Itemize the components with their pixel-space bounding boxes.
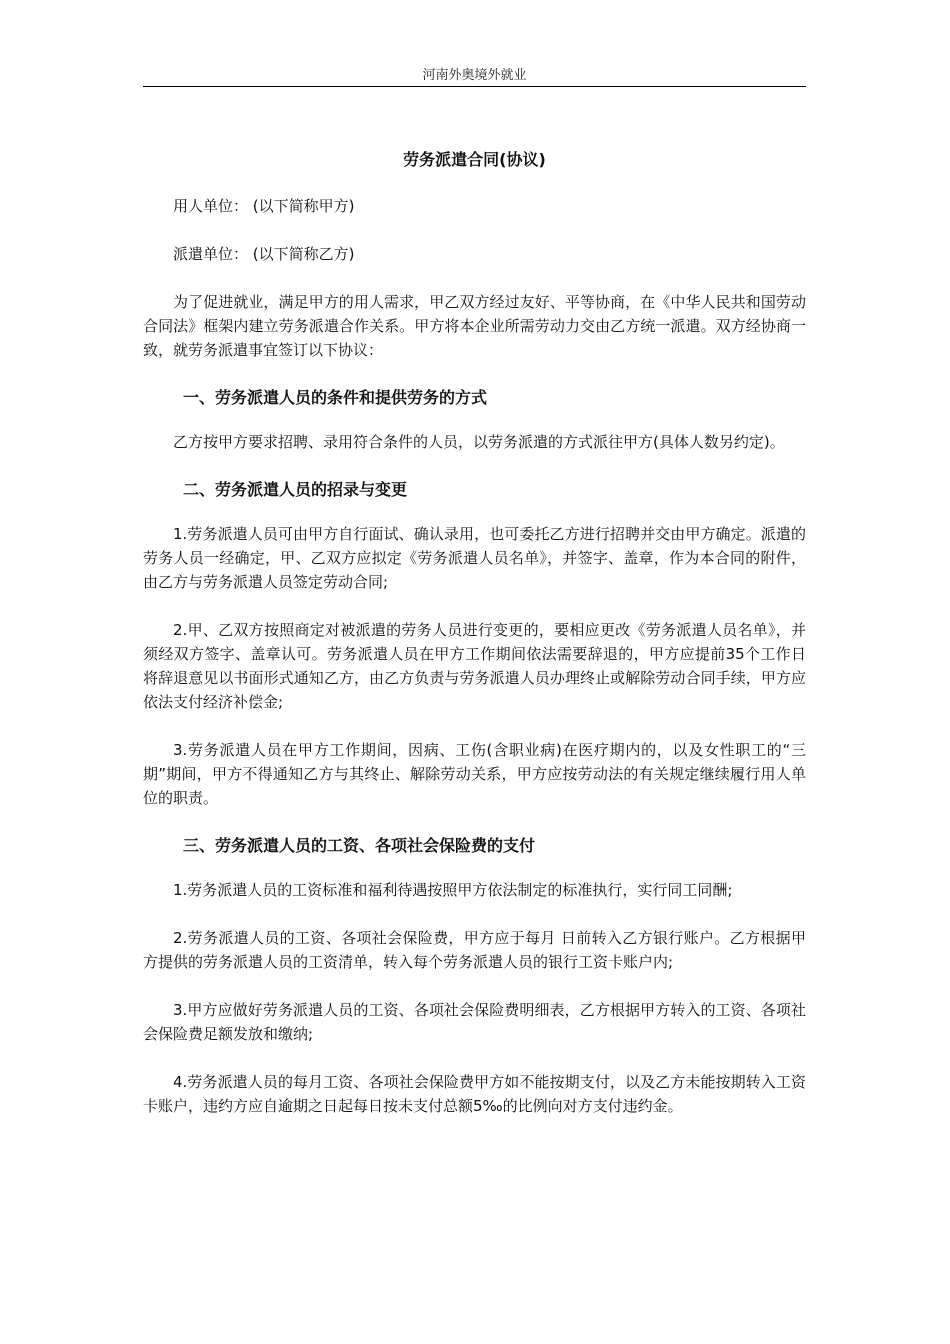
- section-3-clause-1: 1.劳务派遣人员的工资标准和福利待遇按照甲方依法制定的标准执行，实行同工同酬;: [173, 881, 733, 899]
- party-b-line: 派遣单位： (以下简称乙方): [173, 245, 355, 263]
- header-rule: [143, 86, 806, 87]
- document-title: 劳务派遣合同(协议): [403, 150, 546, 169]
- document-body: [143, 148, 806, 1142]
- section-2-clause-1: 1.劳务派遣人员可由甲方自行面试、确认录用，也可委托乙方进行招聘并交由甲方确定。派遣的劳务人员一经确定，甲、乙双方应拟定《劳务派遣人员名单》，并签字、盖章，作为本合同的附件，由乙方与劳务派遣人员签定劳动合同;: [143, 525, 806, 591]
- section-3-clause-2: 2.劳务派遣人员的工资、各项社会保险费，甲方应于每月 日前转入乙方银行账户。乙方根据甲方提供的劳务派遣人员的工资清单，转入每个劳务派遣人员的银行工资卡账户内;: [143, 929, 806, 971]
- section-3-clause-3: 3.甲方应做好劳务派遣人员的工资、各项社会保险费明细表，乙方根据甲方转入的工资、各项社会保险费足额发放和缴纳;: [143, 1001, 806, 1043]
- section-2-heading: 二、劳务派遣人员的招录与变更: [183, 480, 408, 499]
- section-1-heading: 一、劳务派遣人员的条件和提供劳务的方式: [183, 388, 488, 407]
- section-3-heading: 三、劳务派遣人员的工资、各项社会保险费的支付: [183, 836, 536, 855]
- section-2-clause-2: 2.甲、乙双方按照商定对被派遣的劳务人员进行变更的，要相应更改《劳务派遣人员名单》，并须经双方签字、盖章认可。劳务派遣人员在甲方工作期间依法需要辞退的，甲方应提前35个工作日将辞退意见以书面形式通知乙方，由乙方负责与劳务派遣人员办理终止或解除劳动合同手续，甲方应依法支付经济补偿金;: [143, 621, 806, 711]
- party-a-line: 用人单位： (以下简称甲方): [173, 197, 355, 215]
- section-2-clause-3: 3.劳务派遣人员在甲方工作期间，因病、工伤(含职业病)在医疗期内的，以及女性职工的“三期”期间，甲方不得通知乙方与其终止、解除劳动关系，甲方应按劳动法的有关规定继续履行用人单位的职责。: [143, 741, 806, 807]
- section-1-paragraph: 乙方按甲方要求招聘、录用符合条件的人员，以劳务派遣的方式派往甲方(具体人数另约定)。: [173, 433, 785, 451]
- intro-paragraph: 为了促进就业，满足甲方的用人需求，甲乙双方经过友好、平等协商，在《中华人民共和国劳动合同法》框架内建立劳务派遣合作关系。甲方将本企业所需劳动力交由乙方统一派遣。双方经协商一致，就劳务派遣事宜签订以下协议：: [143, 293, 806, 359]
- section-3-clause-4: 4.劳务派遣人员的每月工资、各项社会保险费甲方如不能按期支付，以及乙方未能按期转入工资卡账户，违约方应自逾期之日起每日按未支付总额5‰的比例向对方支付违约金。: [143, 1073, 806, 1115]
- page-header: 河南外奥境外就业: [422, 68, 527, 83]
